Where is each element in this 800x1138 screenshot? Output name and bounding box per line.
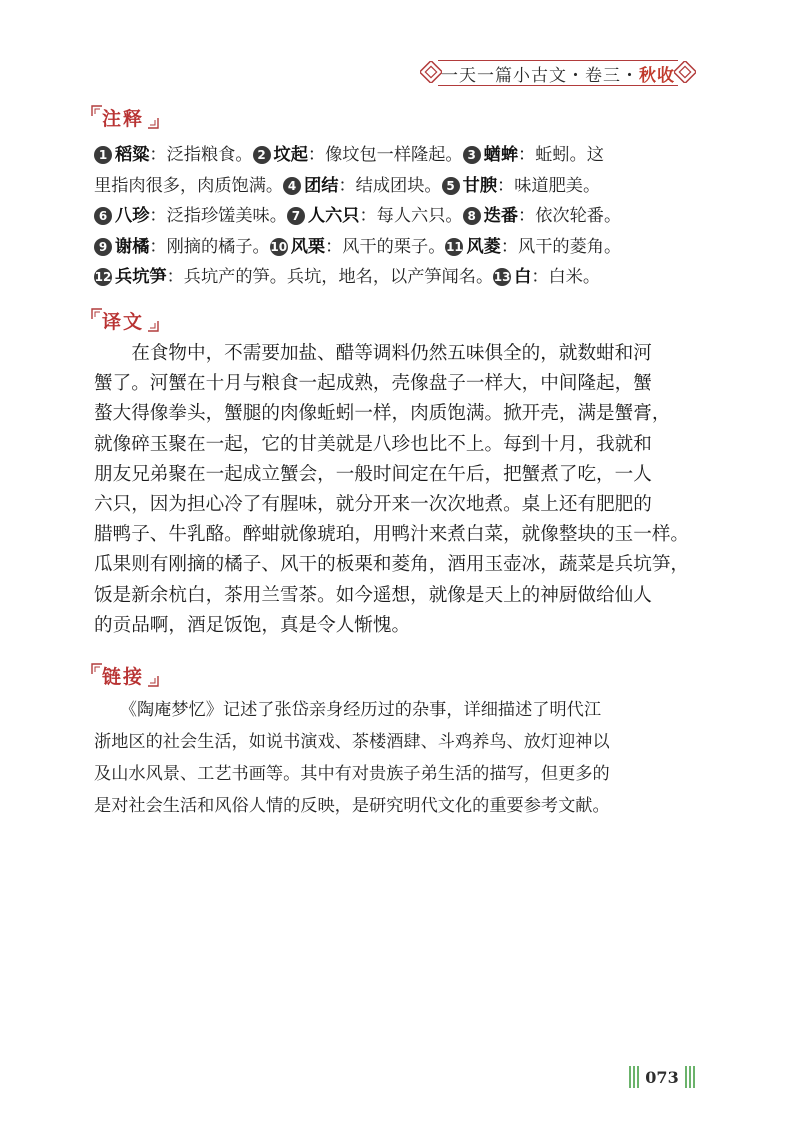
note-number-badge: 8 (463, 207, 481, 225)
note-definition: ：依次轮番。 (518, 206, 622, 226)
translation-line: 螯大得像拳头，蟹腿的肉像蚯蚓一样，肉质饱满。掀开壳，满是蟹膏， (94, 403, 671, 425)
note-definition: ：结成团块。 (338, 175, 442, 196)
note-number-badge: 2 (253, 146, 271, 164)
note-term: 兵坑笋 (115, 267, 167, 287)
translation-line: 的贡品啊，酒足饭饱，真是令人惭愧。 (94, 614, 411, 636)
translation-line: 饭是新余杭白，茶用兰雪茶。如今遥想，就像是天上的神厨做给仙人 (94, 584, 652, 606)
note-term: 坟起 (273, 145, 308, 165)
header-title: 一天一篇小古文・卷三・秋收 (441, 65, 675, 86)
note-definition: ：每人六只。 (359, 206, 463, 226)
translation-line: 在食物中，不需要加盐、醋等调料仍然五味俱全的，就数蚶和河 (94, 343, 652, 364)
note-number-badge: 7 (287, 207, 305, 225)
translation-line: 六只，因为担心冷了有腥味，就分开来一次次地煮。桌上还有肥肥的 (94, 493, 652, 515)
note-line (94, 262, 704, 293)
notes-section-label (90, 102, 160, 132)
note-number-badge: 3 (463, 146, 481, 164)
note-term: 人六只 (307, 206, 360, 226)
header-ornament-right-icon (674, 61, 696, 83)
note-term: 蝤蛑 (483, 145, 519, 165)
translation-line: 朋友兄弟聚在一起成立蟹会，一般时间定在午后，把蟹煮了吃，一人 (94, 463, 652, 485)
note-line (94, 140, 704, 171)
note-number-badge: 10 (270, 239, 288, 254)
link-section-label (90, 660, 160, 690)
note-line (94, 171, 704, 202)
note-definition: ：蚯蚓。这 (518, 145, 604, 165)
translation-line: 瓜果则有刚摘的橘子、风干的板栗和菱角，酒用玉壶冰，蔬菜是兵坑笋， (94, 554, 690, 576)
translation-text (94, 339, 706, 641)
notes-heading: 注释 (102, 107, 145, 130)
translation-line: 腊鸭子、牛乳酪。醉蚶就像琥珀，用鸭汁来煮白菜，就像整块的玉一样。 (94, 524, 690, 546)
header-title-accent: 秋收 (639, 65, 675, 86)
note-term: 团结 (304, 175, 339, 196)
note-number-badge: 11 (446, 239, 463, 254)
note-term: 八珍 (115, 206, 150, 226)
link-text (94, 694, 706, 822)
note-number-badge: 1 (94, 146, 112, 164)
page-number: 073 (645, 1067, 679, 1087)
link-heading: 链接 (102, 665, 145, 688)
note-number-badge: 13 (493, 270, 511, 284)
translation-heading: 译文 (102, 310, 145, 333)
note-number-badge: 4 (283, 177, 301, 195)
note-definition: ：味道肥美。 (497, 175, 601, 196)
page-number-bars-right-icon (685, 1066, 695, 1088)
page-number-footer (622, 1062, 702, 1092)
link-line: 浙地区的社会生活，如说书演戏、茶楼酒肆、斗鸡养鸟、放灯迎神以 (94, 732, 610, 752)
notes-list (94, 140, 704, 293)
note-term: 稻粱 (115, 145, 150, 165)
note-term: 谢橘 (115, 236, 150, 257)
translation-line: 就像碎玉聚在一起，它的甘美就是八珍也比不上。每到十月，我就和 (94, 433, 652, 455)
translation-line: 蟹了。河蟹在十月与粮食一起成熟，壳像盘子一样大，中间隆起，蟹 (94, 373, 652, 395)
note-definition: ：风干的菱角。 (500, 236, 622, 257)
note-definition: ：像坟包一样隆起。 (307, 145, 463, 165)
note-line (94, 232, 704, 263)
note-term: 风栗 (290, 236, 326, 257)
note-definition: ：白米。 (531, 267, 601, 287)
note-definition: 里指肉很多，肉质饱满。 (94, 175, 284, 196)
note-line (94, 201, 704, 232)
link-line: 《陶庵梦忆》记述了张岱亲身经历过的杂事，详细描述了明代江 (94, 700, 602, 720)
note-definition: ：泛指珍馐美味。 (149, 206, 287, 226)
note-number-badge: 5 (442, 177, 460, 195)
note-definition: ：风干的栗子。 (325, 236, 446, 257)
translation-section-label (90, 305, 160, 335)
note-definition: ：兵坑产的笋。兵坑，地名，以产笋闻名。 (166, 267, 494, 287)
note-number-badge: 9 (94, 238, 112, 256)
note-term: 甘腴 (462, 175, 497, 196)
note-term: 白 (514, 267, 532, 287)
note-number-badge: 6 (94, 207, 112, 225)
running-header (420, 56, 696, 90)
note-term: 风菱 (466, 236, 501, 257)
page-number-bars-left-icon (629, 1066, 639, 1088)
note-number-badge: 12 (94, 270, 112, 284)
note-definition: ：泛指粮食。 (149, 145, 253, 165)
link-line: 及山水风景、工艺书画等。其中有对贵族子弟生活的描写，但更多的 (94, 764, 610, 784)
note-definition: ：刚摘的橘子。 (149, 236, 270, 257)
note-term: 迭番 (483, 206, 519, 226)
link-line: 是对社会生活和风俗人情的反映，是研究明代文化的重要参考文献。 (94, 796, 610, 816)
